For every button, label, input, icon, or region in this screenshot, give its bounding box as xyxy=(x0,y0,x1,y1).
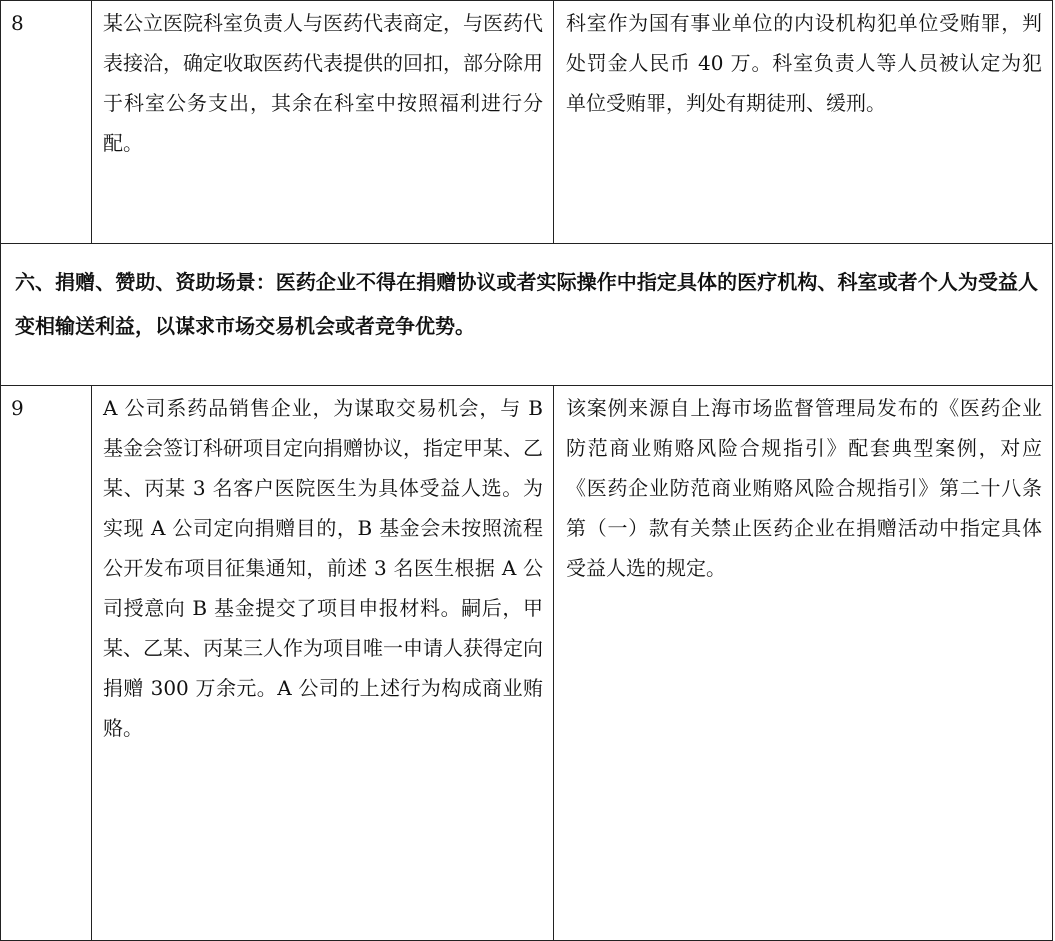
table-row xyxy=(1,386,1053,941)
case-number: 8 xyxy=(1,1,92,244)
case-note: 科室作为国有事业单位的内设机构犯单位受贿罪，判处罚金人民币 40 万。科室负责人等人员被认定为犯单位受贿罪，判处有期徒刑、缓刑。 xyxy=(554,1,1053,244)
case-number: 9 xyxy=(1,386,92,941)
section-title: 六、捐赠、赞助、资助场景：医药企业不得在捐赠协议或者实际操作中指定具体的医疗机构、科室或者个人为受益人变相输送利益，以谋求市场交易机会或者竞争优势。 xyxy=(1,244,1053,386)
table-row xyxy=(1,1,1053,244)
case-scenario: A 公司系药品销售企业，为谋取交易机会，与 B 基金会签订科研项目定向捐赠协议，指定甲某、乙某、丙某 3 名客户医院医生为具体受益人选。为实现 A 公司定向捐赠目的，B 基金会未按照流程公开发布项目征集通知，前述 3 名医生根据 A 公司授意向 B 基金提交了项目申报材料。嗣后，甲某、乙某、丙某三人作为项目唯一申请人获得定向捐赠 300 万余元。A 公司的上述行为构成商业贿赂。 xyxy=(92,386,554,941)
section-row xyxy=(1,244,1053,386)
case-scenario: 某公立医院科室负责人与医药代表商定，与医药代表接洽，确定收取医药代表提供的回扣，部分除用于科室公务支出，其余在科室中按照福利进行分配。 xyxy=(92,1,554,244)
case-note: 该案例来源自上海市场监督管理局发布的《医药企业防范商业贿赂风险合规指引》配套典型案例，对应《医药企业防范商业贿赂风险合规指引》第二十八条第（一）款有关禁止医药企业在捐赠活动中指定具体受益人选的规定。 xyxy=(554,386,1053,941)
